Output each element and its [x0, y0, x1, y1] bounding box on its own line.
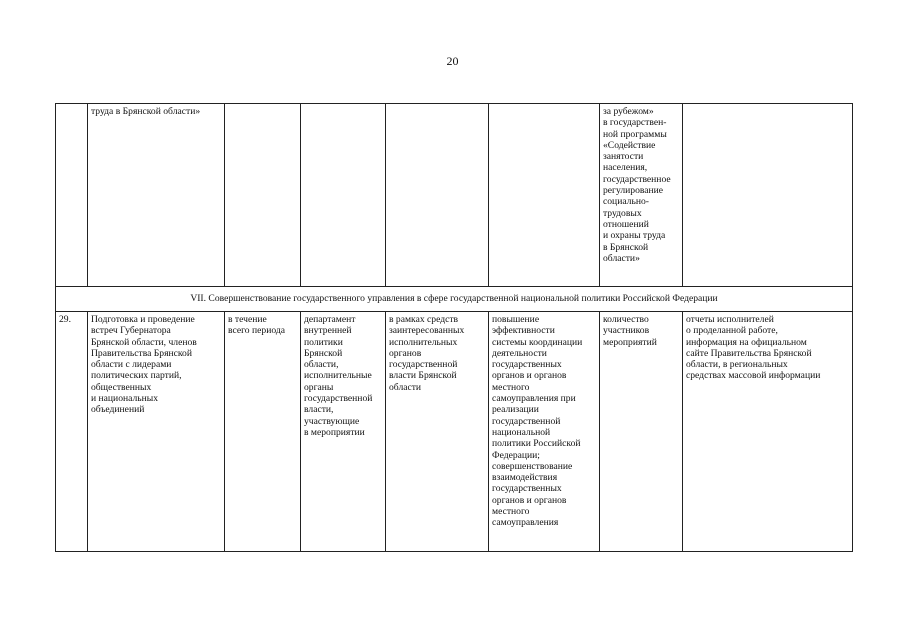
- cell-indicator: количество участников мероприятий: [600, 312, 683, 552]
- cell-executors: департамент внутренней политики Брянской области, исполнительные органы государственной власти, участвующие в мероприятии: [301, 312, 386, 552]
- section-header-row: [56, 287, 853, 312]
- cell-number: [56, 104, 88, 287]
- cell-event: труда в Брянской области»: [88, 104, 225, 287]
- cell-number: 29.: [56, 312, 88, 552]
- table-row-continued: [56, 104, 853, 287]
- cell-period: в течение всего периода: [225, 312, 301, 552]
- page-number: 20: [446, 54, 459, 68]
- cell-executors: [301, 104, 386, 287]
- cell-funding: [386, 104, 489, 287]
- cell-indicator: за рубежом» в государствен- ной программы «Содействие занятости населения, государственное регулирование социально- трудовых отношений и охраны труда в Брянской области»: [600, 104, 683, 287]
- cell-result: [489, 104, 600, 287]
- cell-funding: в рамках средств заинтересованных исполнительных органов государственной власти Брянской области: [386, 312, 489, 552]
- cell-reporting: [683, 104, 853, 287]
- measures-table: [55, 103, 853, 552]
- cell-result: повышение эффективности системы координации деятельности государственных органов и органов местного самоуправления при реализации государственной национальной политики Российской Федерации; совершенствование взаимодействия государственных органов и органов местного самоуправления: [489, 312, 600, 552]
- table-row-29: [56, 312, 853, 552]
- cell-period: [225, 104, 301, 287]
- cell-event: Подготовка и проведение встреч Губернатора Брянской области, членов Правительства Брянской области с лидерами политических партий, общественных и национальных объединений: [88, 312, 225, 552]
- cell-reporting: отчеты исполнителей о проделанной работе, информация на официальном сайте Правительства Брянской области, в региональных средствах массовой информации: [683, 312, 853, 552]
- section-title: VII. Совершенствование государственного управления в сфере государственной национальной политики Российской Федерации: [56, 287, 853, 312]
